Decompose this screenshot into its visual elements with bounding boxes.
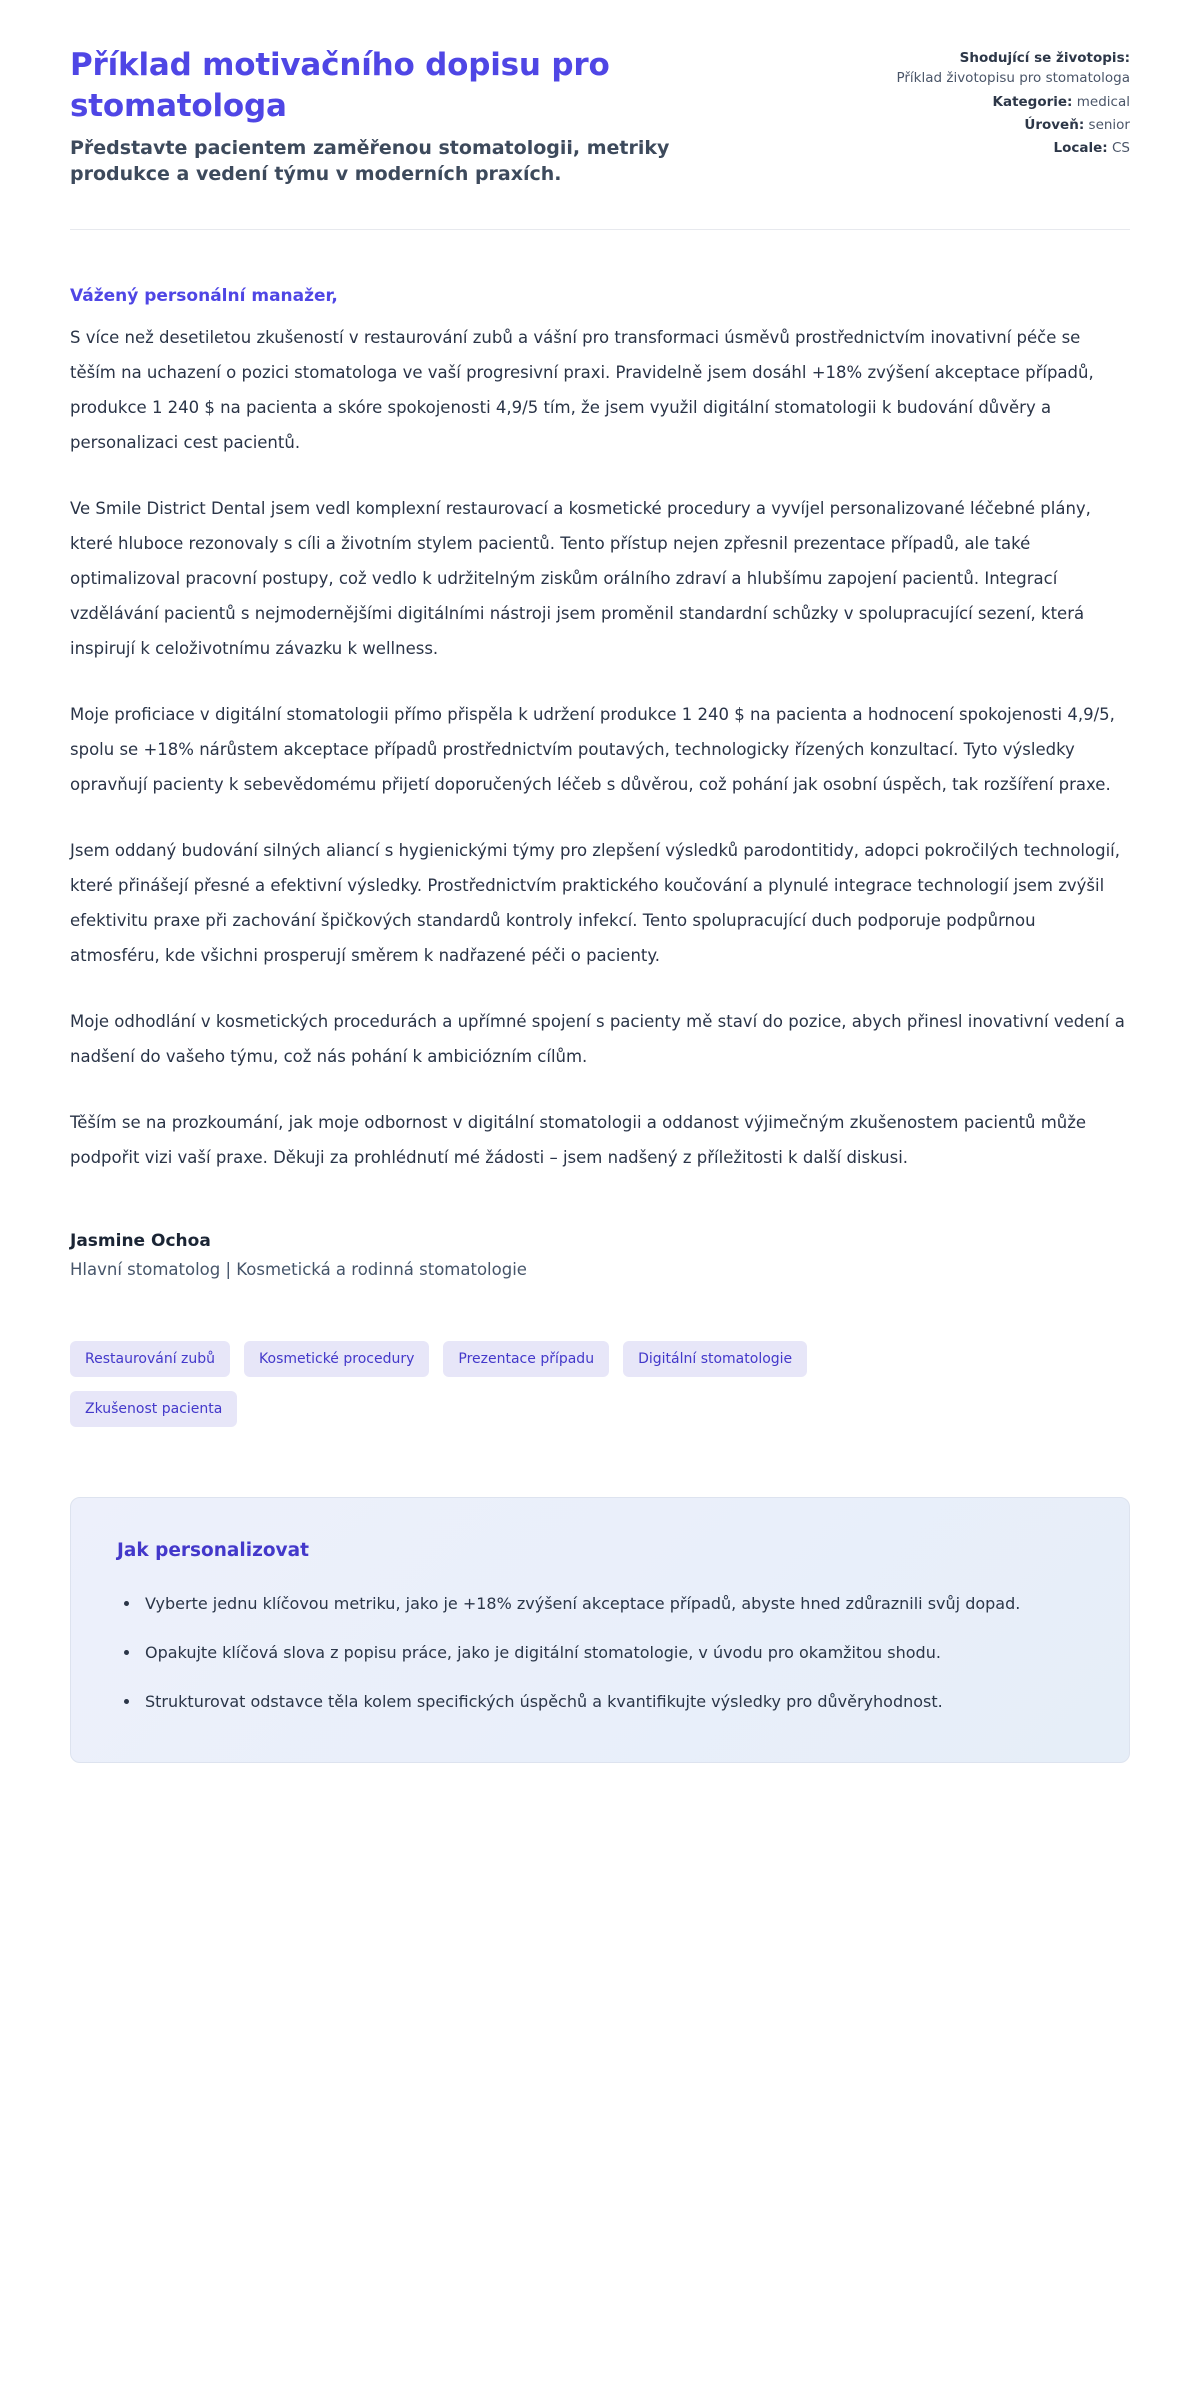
- letter-paragraphs: [70, 320, 1130, 1175]
- meta-matching-resume: [830, 48, 1130, 89]
- tip-item: • Opakujte klíčová slova z popisu práce, jako je digitální stomatologie, v úvodu pro okamžitou shodu.: [141, 1636, 1061, 1669]
- tip-item: • Vyberte jednu klíčovou metriku, jako je +18% zvýšení akceptace případů, abyste hned zdůraznili svůj dopad.: [141, 1587, 1061, 1620]
- signature-title: Hlavní stomatolog | Kosmetická a rodinná stomatologie: [70, 1260, 527, 1280]
- skill-tags: [70, 1341, 830, 1427]
- page-title: Příklad motivačního dopisu pro stomatologa: [70, 47, 610, 124]
- letter-greeting: Vážený personální manažer,: [70, 286, 338, 307]
- meta-level-label: Úroveň:: [1024, 116, 1085, 133]
- skill-tag-chip[interactable]: Zkušenost pacienta: [70, 1391, 237, 1427]
- letter-paragraph: S více než desetiletou zkušeností v restaurování zubů a vášní pro transformaci úsměvů prostřednictvím inovativní péče se těším na uchazení o pozici stomatologa ve vaší progresivní praxi. Pravidelně jsem dosáhl +18% zvýšení akceptace případů, produkce 1 240 $ na pacienta a skóre spokojenosti 4,9/5 tím, že jsem využil digitální stomatologii k budování důvěry a personalizaci cest pacientů.: [70, 328, 1094, 453]
- header-divider: [70, 229, 1130, 230]
- meta-locale-label: Locale:: [1053, 140, 1108, 156]
- meta-matching-resume-label: Shodující se životopis:: [959, 50, 1130, 66]
- tips-list: [117, 1587, 1083, 1718]
- meta-locale: [830, 138, 1130, 158]
- meta-level-value: senior: [1088, 116, 1130, 133]
- letter-paragraph: Moje proficiace v digitální stomatologii přímo přispěla k udržení produkce 1 240 $ na pacienta a hodnocení spokojenosti 4,9/5, spolu se +18% nárůstem akceptace případů prostřednictvím poutavých, technologicky řízených konzultací. Tyto výsledky opravňují pacienty k sebevědomému přijetí doporučených léčeb s důvěrou, což pohání jak osobní úspěch, tak rozšíření praxe.: [70, 705, 1115, 795]
- letter-paragraph: Ve Smile District Dental jsem vedl komplexní restaurovací a kosmetické procedury a vyvíjel personalizované léčebné plány, které hluboce rezonovaly s cíli a životním stylem pacientů. Tento přístup nejen zpřesnil prezentace případů, ale také optimalizoval pracovní postupy, což vedlo k udržitelným ziskům orálního zdraví a hlubšímu zapojení pacientů. Integrací vzdělávání pacientů s nejmodernějšími digitálními nástroji jsem proměnil standardní schůzky v spolupracující sezení, která inspirují k celoživotnímu závazku k wellness.: [70, 499, 1091, 659]
- meta-locale-value: CS: [1112, 140, 1130, 156]
- tip-item: • Strukturovat odstavce těla kolem specifických úspěchů a kvantifikujte výsledky pro důvěryhodnost.: [141, 1685, 1061, 1718]
- header-title-block: [70, 45, 720, 187]
- skill-tag-chip[interactable]: Restaurování zubů: [70, 1341, 230, 1377]
- personalization-tips-box: [70, 1497, 1130, 1763]
- signature-block: [70, 1231, 1130, 1279]
- meta-category-value: medical: [1076, 93, 1130, 110]
- cover-letter-body: [70, 286, 1130, 1175]
- meta-category-label: Kategorie:: [992, 93, 1073, 110]
- skill-tag-chip[interactable]: Prezentace případu: [443, 1341, 609, 1377]
- meta-panel: [830, 45, 1130, 161]
- page-subtitle: Představte pacientem zaměřenou stomatologii, metriky produkce a vedení týmu v moderních praxích.: [70, 136, 670, 186]
- header: [70, 45, 1130, 187]
- signature-name: Jasmine Ochoa: [70, 1231, 211, 1252]
- letter-paragraph: Moje odhodlání v kosmetických procedurách a upřímné spojení s pacienty mě staví do pozice, abych přinesl inovativní vedení a nadšení do vašeho týmu, což nás pohání k ambiciózním cílům.: [70, 1012, 1125, 1067]
- meta-category: [830, 92, 1130, 112]
- skill-tag-chip[interactable]: Kosmetické procedury: [244, 1341, 429, 1377]
- letter-paragraph: Těším se na prozkoumání, jak moje odbornost v digitální stomatologii a oddanost výjimečným zkušenostem pacientů může podpořit vizi vaší praxe. Děkuji za prohlédnutí mé žádosti – jsem nadšený z příležitosti k další diskusi.: [70, 1113, 1087, 1168]
- meta-level: [830, 115, 1130, 135]
- meta-matching-resume-value: Příklad životopisu pro stomatologa: [896, 70, 1130, 87]
- letter-paragraph: Jsem oddaný budování silných aliancí s hygienickými týmy pro zlepšení výsledků parodontitidy, adopci pokročilých technologií, které přinášejí přesné a efektivní výsledky. Prostřednictvím praktického koučování a plynulé integrace technologií jsem zvýšil efektivitu praxe při zachování špičkových standardů kontroly infekcí. Tento spolupracující duch podporuje podpůrnou atmosféru, kde všichni prosperují směrem k nadřazené péči o pacienty.: [70, 841, 1120, 966]
- skill-tag-chip[interactable]: Digitální stomatologie: [623, 1341, 807, 1377]
- tips-title: Jak personalizovat: [117, 1540, 309, 1562]
